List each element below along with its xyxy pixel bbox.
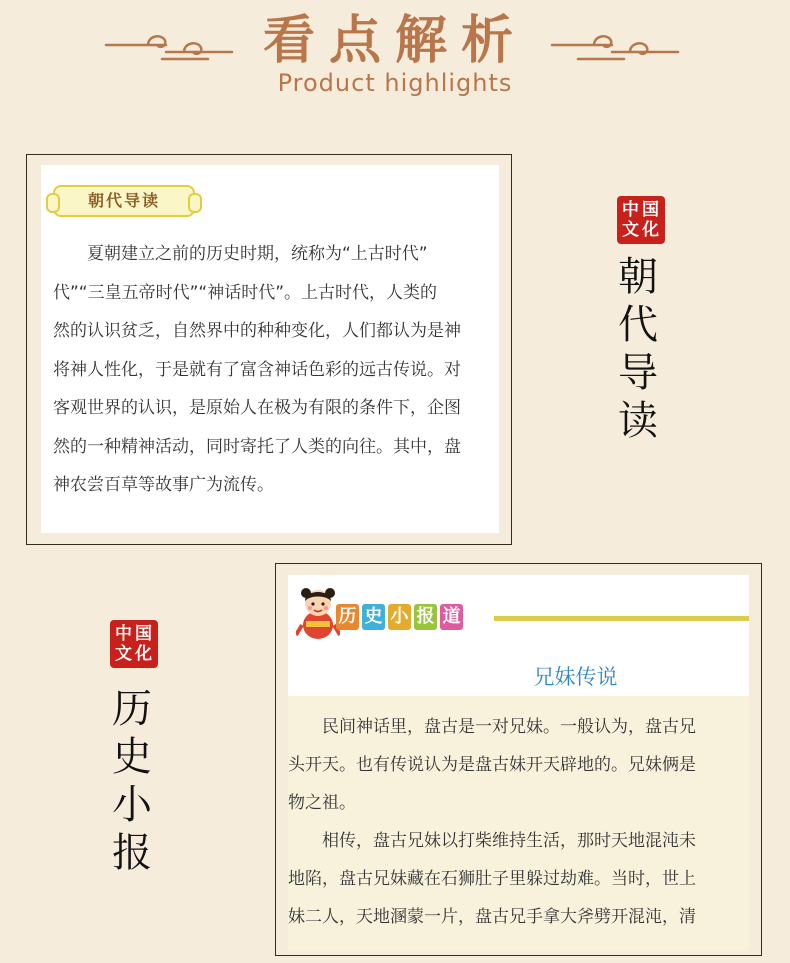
- text-line: 相传，盘古兄妹以打柴维持生活，那时天地混沌未: [288, 831, 696, 851]
- vertical-title-char: 小: [112, 782, 152, 828]
- tag-char: 报: [414, 604, 437, 630]
- text-line: 然的认识贫乏，自然界中的种种变化，人们都认为是神: [53, 321, 461, 341]
- chinese-culture-seal: [617, 196, 665, 244]
- header-divider-stripe: [494, 616, 749, 621]
- text-line: 神农尝百草等故事广为流传。: [53, 475, 274, 495]
- vertical-title-char: 历: [112, 686, 152, 732]
- history-news-body: [288, 696, 749, 951]
- vertical-title-char: 导: [618, 350, 658, 396]
- vertical-title-history-news: [102, 685, 162, 877]
- tag-char: 小: [388, 604, 411, 630]
- vertical-title-char: 史: [112, 734, 152, 780]
- dynasty-guide-panel: [26, 154, 512, 545]
- history-news-text: [288, 708, 749, 936]
- tag-char: 史: [362, 604, 385, 630]
- seal-char: 化: [135, 644, 152, 664]
- page-title-english: Product highlights: [277, 69, 513, 97]
- seal-char: 文: [622, 220, 639, 240]
- history-news-header: [288, 575, 749, 696]
- chinese-culture-seal: [110, 620, 158, 668]
- seal-char: 国: [135, 624, 152, 644]
- page-title-chinese: 看点解析: [262, 10, 527, 71]
- text-line: 客观世界的认识，是原始人在极为有限的条件下，企图: [53, 398, 461, 418]
- text-line: 地陷，盘古兄妹藏在石狮肚子里躲过劫难。当时，世上: [288, 869, 696, 889]
- right-cloud-ornament: [550, 28, 682, 68]
- seal-char: 化: [642, 220, 659, 240]
- seal-char: 文: [115, 644, 132, 664]
- seal-char: 中: [115, 624, 132, 644]
- cartoon-child-illustration: [296, 585, 340, 643]
- text-line: 妹二人，天地溷蒙一片，盘古兄手拿大斧劈开混沌，清: [288, 907, 696, 927]
- text-line: 民间神话里，盘古是一对兄妹。一般认为，盘古兄: [288, 717, 696, 737]
- history-news-panel: [275, 563, 762, 956]
- tag-char: 道: [440, 604, 463, 630]
- text-line: 物之祖。: [288, 793, 356, 813]
- dynasty-guide-text: [53, 235, 499, 505]
- text-line: 然的一种精神活动，同时寄托了人类的向往。其中，盘: [53, 436, 461, 457]
- vertical-title-char: 朝: [618, 254, 658, 300]
- dynasty-guide-badge: 朝代导读: [53, 185, 195, 217]
- dynasty-guide-page: [41, 165, 499, 533]
- vertical-title-char: 代: [618, 302, 658, 348]
- vertical-title-char: 报: [112, 830, 152, 876]
- text-line: 头开天。也有传说认为是盘古妹开天辟地的。兄妹俩是: [288, 755, 696, 775]
- text-line: 夏朝建立之前的历史时期，统称为“上古时代”: [53, 244, 428, 264]
- tag-char: 历: [336, 604, 359, 630]
- text-line: 代”“三皇五帝时代”“神话时代”。上古时代，人类的: [53, 282, 438, 303]
- seal-char: 国: [642, 200, 659, 220]
- seal-char: 中: [622, 200, 639, 220]
- article-subheading: 兄妹传说: [533, 665, 618, 689]
- vertical-title-dynasty-guide: [608, 253, 668, 445]
- vertical-title-char: 读: [618, 398, 658, 444]
- text-line: 将神人性化，于是就有了富含神话色彩的远古传说。对: [53, 359, 461, 380]
